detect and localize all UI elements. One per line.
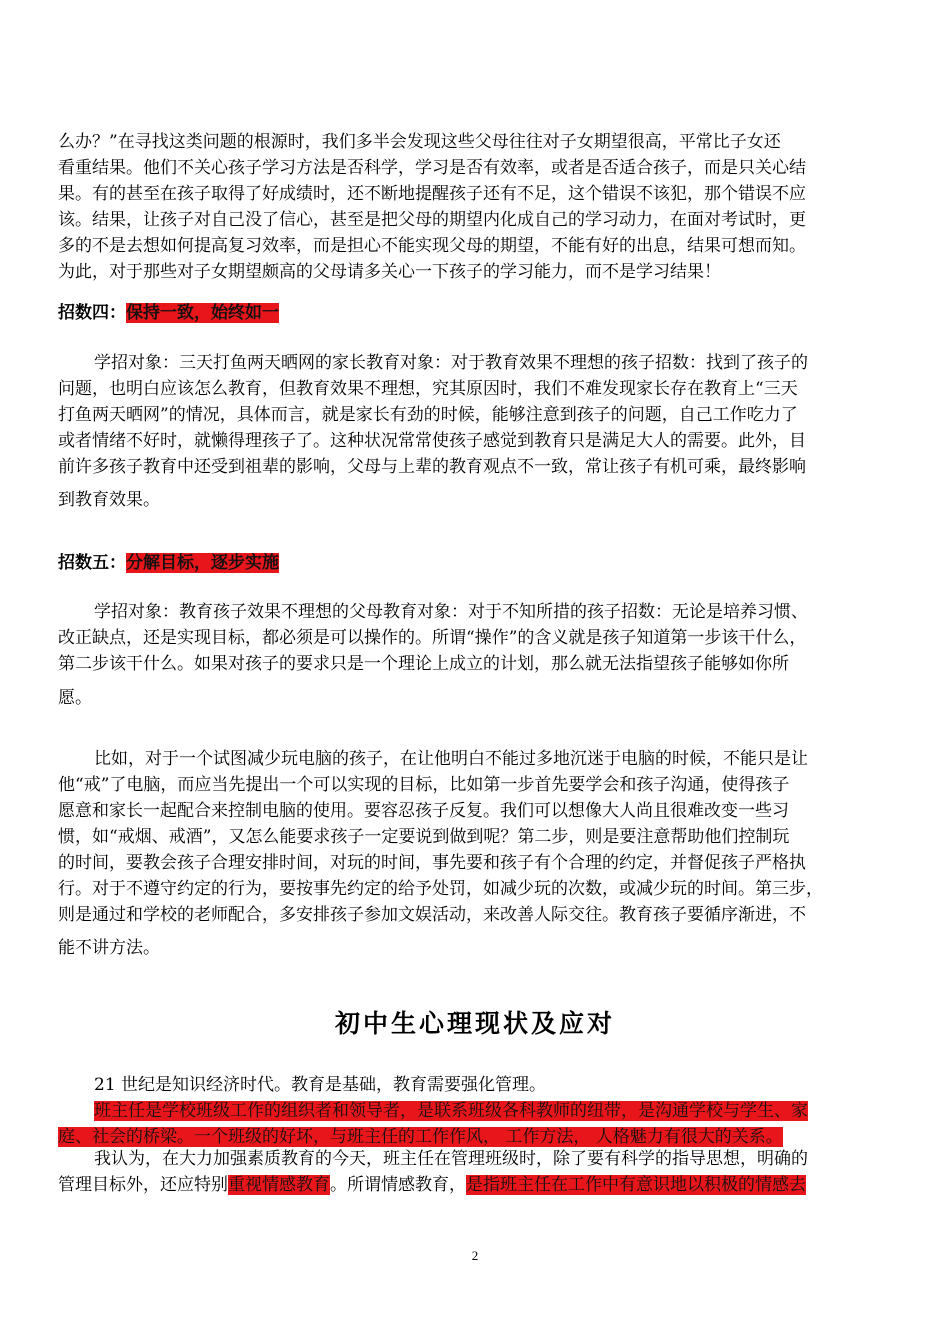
para4-line: 愿意和家长一起配合来控制电脑的使用。要容忍孩子反复。我们可以想像大人尚且很难改变一些习: [58, 801, 789, 821]
heading-label: 招数五：: [58, 553, 126, 573]
para7-line: [58, 1172, 806, 1198]
para2-line: 或者情绪不好时，就懒得理孩子了。这种状况常常使孩子感觉到教育只是满足大人的需要。此外，目: [58, 431, 806, 451]
heading-highlight: 保持一致，始终如一: [126, 303, 279, 323]
para2-line: 前许多孩子教育中还受到祖辈的影响，父母与上辈的教育观点不一致，常让孩子有机可乘，最终影响: [58, 457, 806, 477]
heading-highlight: 分解目标，逐步实施: [126, 553, 279, 573]
para1-line: 果。有的甚至在孩子取得了好成绩时，还不断地提醒孩子还有不足，这个错误不该犯，那个错误不应: [58, 184, 806, 204]
para3-line: 改正缺点，还是实现目标，都必须是可以操作的。所谓“操作”的含义就是孩子知道第一步该干什么，: [58, 628, 807, 648]
para4-line: 行。对于不遵守约定的行为，要按事先约定的给予处罚，如减少玩的次数，或减少玩的时间。第三步，: [58, 879, 823, 899]
para3-line: 愿。: [58, 688, 92, 708]
page-number: 2: [471, 1248, 479, 1263]
para1-line: 为此，对于那些对子女期望颇高的父母请多关心一下孩子的学习能力，而不是学习结果！: [58, 262, 721, 282]
para7-line: 我认为，在大力加强素质教育的今天，班主任在管理班级时，除了要有科学的指导思想，明确的: [94, 1149, 808, 1169]
para2-line: 打鱼两天晒网”的情况，具体而言，就是家长有劲的时候，能够注意到孩子的问题，自己工作吃力了: [58, 405, 798, 425]
para2-line: 到教育效果。: [58, 490, 160, 510]
para6-line: [94, 1098, 808, 1124]
para1-line: 么办？”在寻找这类问题的根源时，我们多半会发现这些父母往往对子女期望很高，平常比子女还: [58, 132, 781, 152]
highlighted-text: 班主任是学校班级工作的组织者和领导者，是联系班级各科教师的纽带，是沟通学校与学生、家: [94, 1101, 808, 1121]
para1-line: 多的不是去想如何提高复习效率，而是担心不能实现父母的期望，不能有好的出息，结果可想而知。: [58, 236, 806, 256]
para4-line: 比如，对于一个试图减少玩电脑的孩子，在让他明白不能过多地沉迷于电脑的时候，不能只是让: [94, 749, 808, 769]
para4-line: 他“戒”了电脑，而应当先提出一个可以实现的目标，比如第一步首先要学会和孩子沟通，使得孩子: [58, 775, 790, 795]
para4-line: 的时间，要教会孩子合理安排时间，对玩的时间，事先要和孩子有个合理的约定，并督促孩子严格执: [58, 853, 806, 873]
para4-line: 则是通过和学校的老师配合，多安排孩子参加文娱活动，来改善人际交往。教育孩子要循序渐进，不: [58, 905, 806, 925]
para4-line: 惯，如“戒烟、戒酒”，又怎么能要求孩子一定要说到做到呢？第二步，则是要注意帮助他们控制玩: [58, 827, 790, 847]
para2-line: 问题，也明白应该怎么教育，但教育效果不理想，究其原因时，我们不难发现家长存在教育上“三天: [58, 379, 798, 399]
para3-line: 学招对象：教育孩子效果不理想的父母教育对象：对于不知所措的孩子招数：无论是培养习惯、: [94, 602, 808, 622]
para3-line: 第二步该干什么。如果对孩子的要求只是一个理论上成立的计划，那么就无法指望孩子能够如你所: [58, 654, 789, 674]
plain-text: 。所谓情感教育，: [330, 1175, 466, 1195]
heading-tactic-four: [58, 300, 279, 326]
highlighted-text: 重视情感教育: [228, 1175, 330, 1195]
para1-line: 该。结果，让孩子对自己没了信心，甚至是把父母的期望内化成自己的学习动力，在面对考试时，更: [58, 210, 806, 230]
heading-label: 招数四：: [58, 303, 126, 323]
para2-line: 学招对象：三天打鱼两天晒网的家长教育对象：对于教育效果不理想的孩子招数：找到了孩子的: [94, 353, 808, 373]
section-title: 初中生心理现状及应对: [334, 1009, 615, 1038]
para5-line: 21 世纪是知识经济时代。教育是基础，教育需要强化管理。: [94, 1075, 547, 1095]
plain-text: 管理目标外，还应特别: [58, 1175, 228, 1195]
highlighted-text: 是指班主任在工作中有意识地以积极的情感去: [466, 1175, 806, 1195]
highlighted-text: 庭、社会的桥梁。一个班级的好坏，与班主任的工作作风， 工作方法， 人格魅力有很大的关系。: [58, 1127, 783, 1147]
para1-line: 看重结果。他们不关心孩子学习方法是否科学，学习是否有效率，或者是否适合孩子，而是只关心结: [58, 158, 806, 178]
para4-line: 能不讲方法。: [58, 938, 160, 958]
heading-tactic-five: [58, 550, 279, 576]
